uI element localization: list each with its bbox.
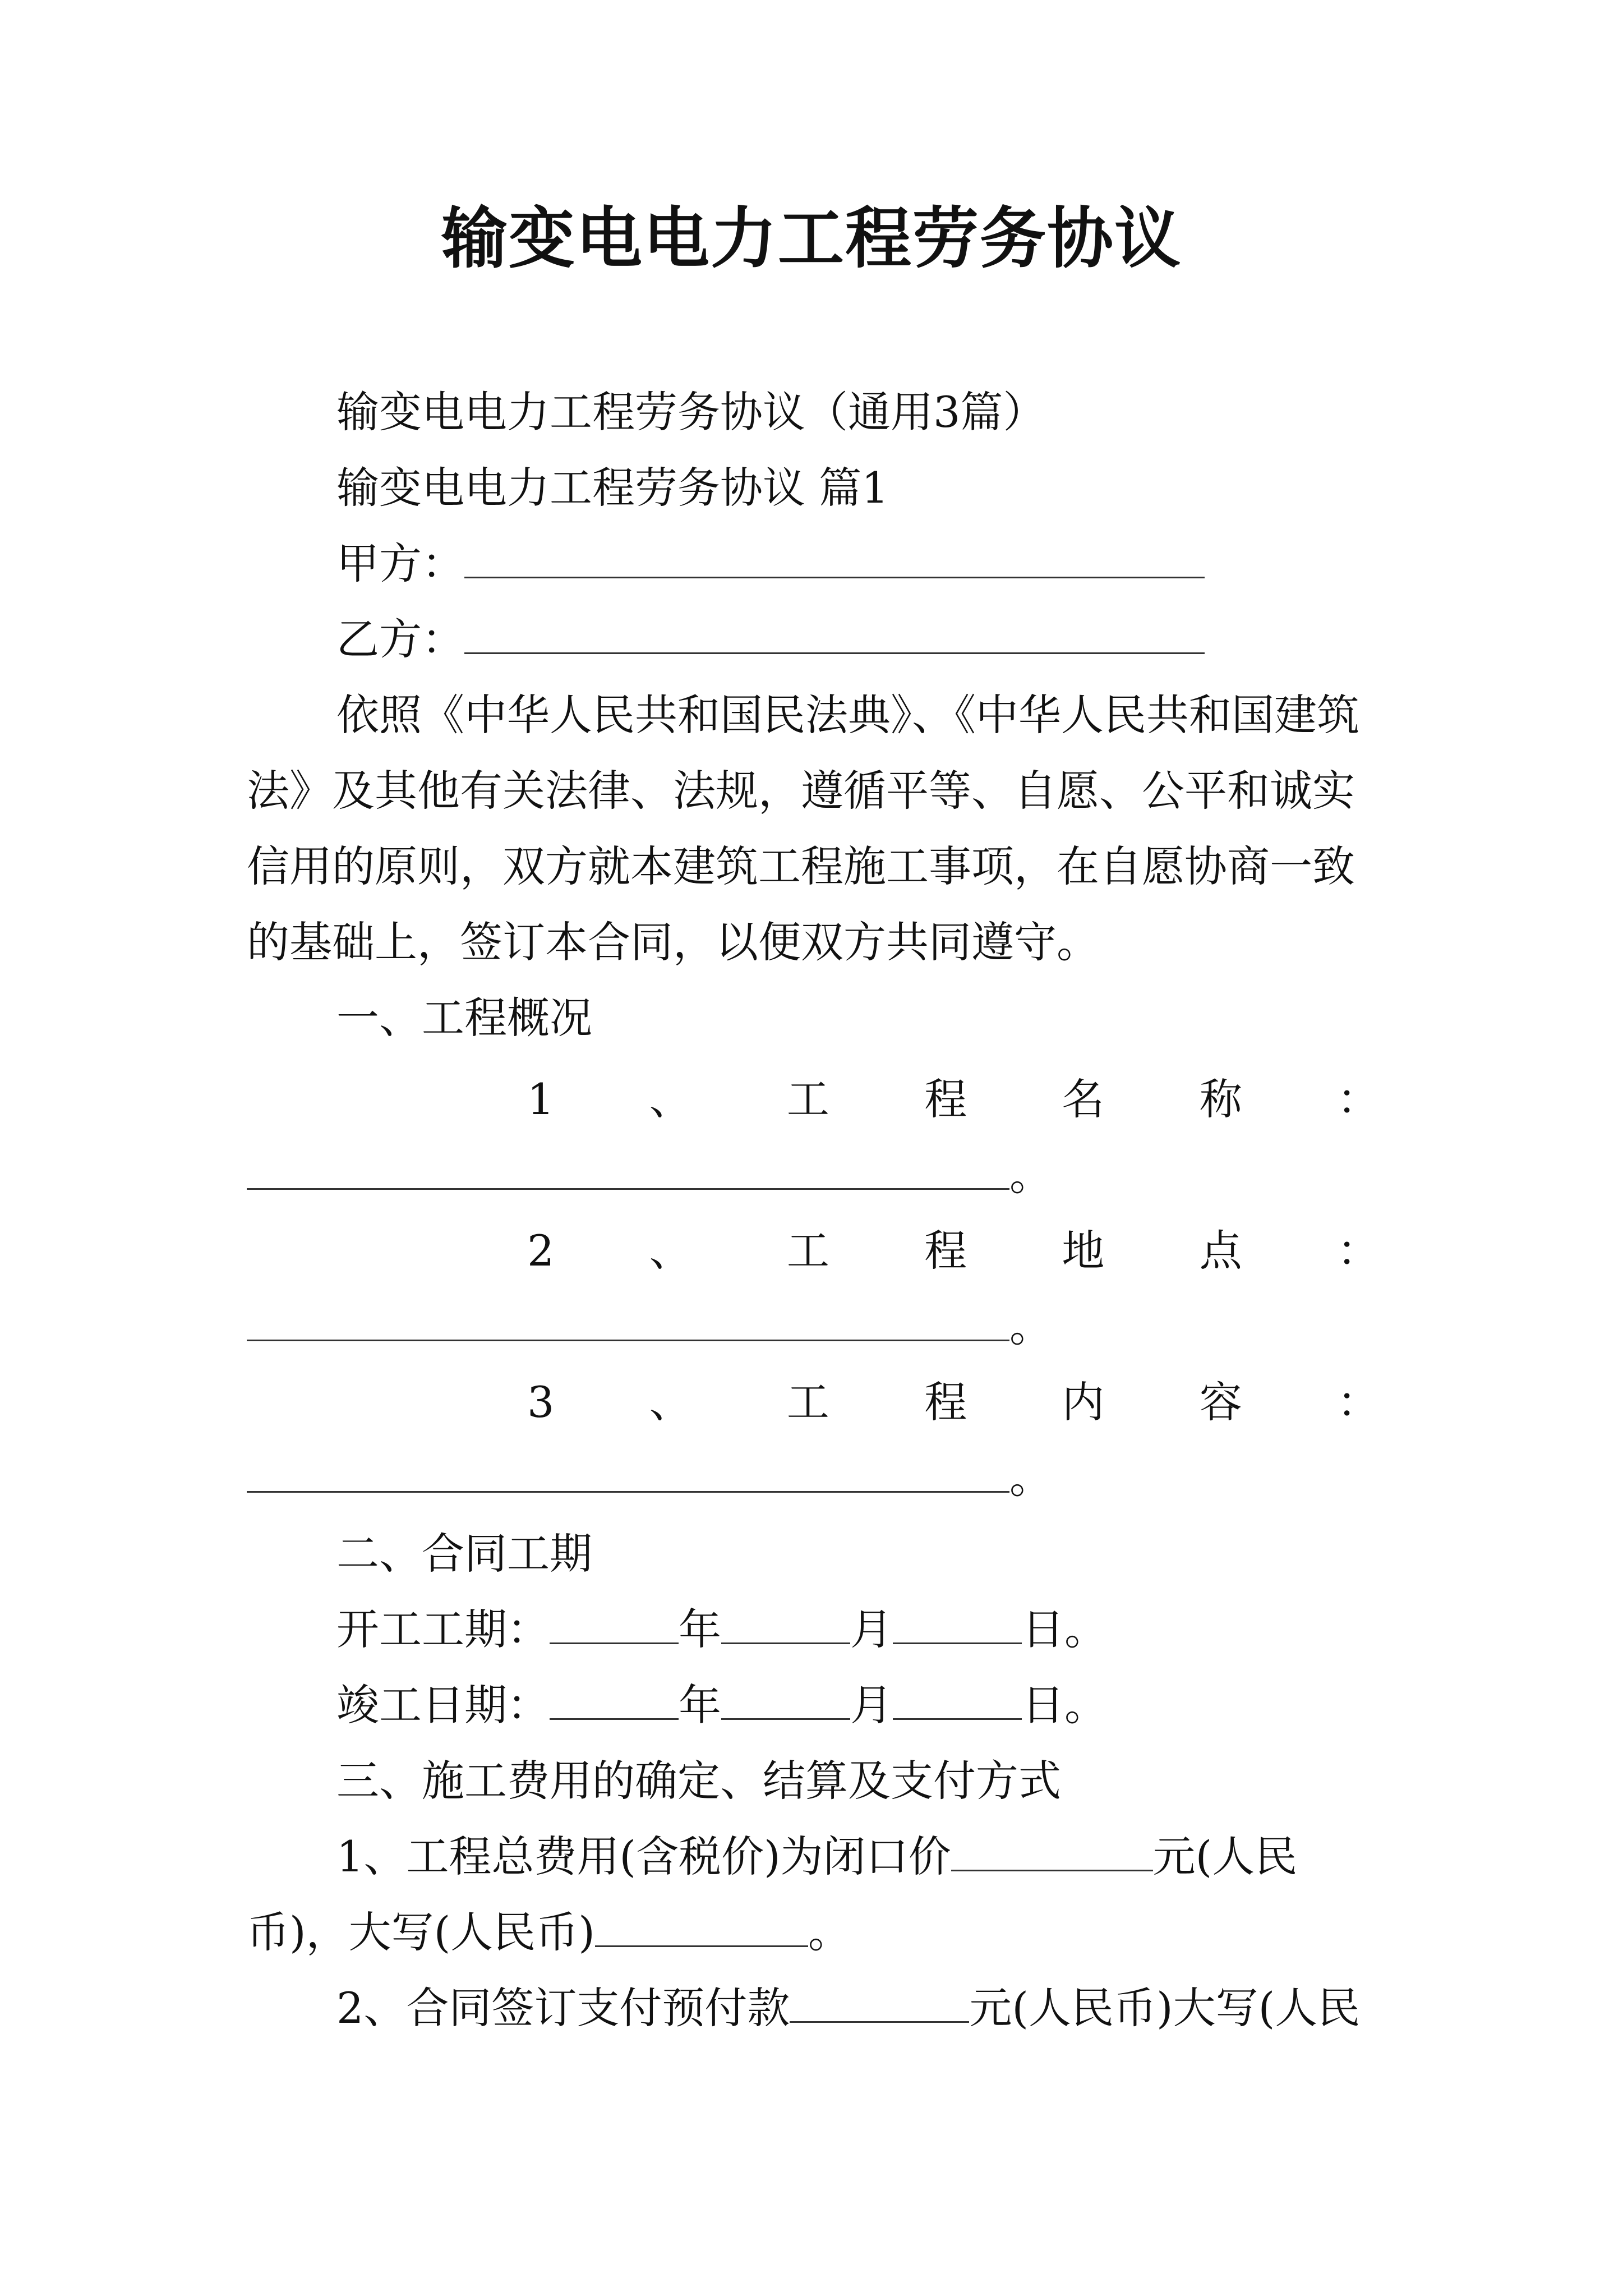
item3-char: 程: [924, 1377, 967, 1427]
start-date-line: [247, 1599, 1469, 1660]
item1-char: 程: [924, 1074, 967, 1124]
fee1-period: 。: [808, 1907, 851, 1957]
fee1-uppercase-label: 币)，大写(人民币): [247, 1907, 595, 1957]
party-b-line: [247, 609, 1469, 670]
end-year-blank[interactable]: [550, 1718, 679, 1720]
fee1-uppercase-blank[interactable]: [595, 1945, 808, 1947]
section3-heading: 三、施工费用的确定、结算及支付方式: [336, 1756, 1061, 1806]
start-year-blank[interactable]: [550, 1642, 679, 1644]
day-label: 日。: [1022, 1680, 1107, 1730]
intro-line-4: 的基础上，签订本合同，以便双方共同遵守。: [247, 917, 1099, 967]
section1-heading: 一、工程概况: [336, 993, 592, 1043]
page-title: 输变电电力工程劳务协议: [441, 199, 1182, 277]
part-heading: 输变电电力工程劳务协议 篇1: [336, 463, 889, 513]
month-label: 月: [850, 1680, 893, 1730]
item1-char: 1: [527, 1074, 555, 1124]
item3-blank-line: [247, 1447, 1380, 1509]
year-label: 年: [679, 1604, 721, 1654]
fee2-unit: 元(人民币)大写(人民: [969, 1983, 1361, 2033]
item2-char: 地: [1062, 1226, 1105, 1276]
fee2-line-1: [247, 1977, 1469, 2039]
item2-label: [247, 1220, 1380, 1282]
end-date-label: 竣工日期：: [336, 1680, 550, 1730]
item3-char: ：: [1336, 1377, 1380, 1427]
fee2-text: 2、合同签订支付预付款: [336, 1983, 790, 2033]
item2-blank-line: [247, 1296, 1380, 1358]
item2-char: 点: [1199, 1226, 1242, 1276]
item3-period: 。: [1009, 1453, 1052, 1503]
item1-period: 。: [1009, 1150, 1052, 1200]
item1-char: 名: [1062, 1074, 1105, 1124]
year-label: 年: [679, 1680, 721, 1730]
item3-char: 内: [1062, 1377, 1105, 1427]
item3-char: 容: [1199, 1377, 1242, 1427]
item3-char: 、: [649, 1377, 692, 1427]
party-a-label: 甲方：: [336, 539, 464, 588]
item3-char: 工: [786, 1377, 829, 1427]
item1-char: 称: [1199, 1074, 1242, 1124]
day-label: 日。: [1022, 1604, 1107, 1654]
start-day-blank[interactable]: [893, 1642, 1022, 1644]
item1-char: 、: [649, 1074, 692, 1124]
item3-char: 3: [527, 1377, 555, 1427]
party-a-line: [247, 533, 1469, 595]
item2-char: 工: [786, 1226, 829, 1276]
month-label: 月: [850, 1604, 893, 1654]
item2-char: 、: [649, 1226, 692, 1276]
item2-char: ：: [1336, 1226, 1380, 1276]
end-day-blank[interactable]: [893, 1718, 1022, 1720]
end-date-line: [247, 1674, 1469, 1736]
item3-label: [247, 1372, 1380, 1433]
end-month-blank[interactable]: [721, 1718, 850, 1720]
intro-line-1: 依照《中华人民共和国民法典》、《中华人民共和国建筑: [336, 690, 1359, 740]
item2-period: 。: [1009, 1301, 1052, 1351]
subtitle: 输变电电力工程劳务协议（通用3篇）: [336, 387, 1046, 437]
intro-line-2: 法》及其他有关法律、法规，遵循平等、自愿、公平和诚实: [247, 766, 1355, 816]
section2-heading: 二、合同工期: [336, 1529, 592, 1579]
start-month-blank[interactable]: [721, 1642, 850, 1644]
item1-label: [247, 1069, 1380, 1130]
party-b-label: 乙方：: [336, 614, 464, 664]
item1-blank[interactable]: [247, 1188, 1009, 1190]
item2-char: 程: [924, 1226, 967, 1276]
fee2-amount-blank[interactable]: [790, 2021, 969, 2023]
fee1-line-2: [247, 1902, 1380, 1963]
start-date-label: 开工工期：: [336, 1604, 550, 1654]
fee1-line-1: [247, 1826, 1469, 1888]
fee1-unit: 元(人民: [1152, 1832, 1298, 1881]
item3-blank[interactable]: [247, 1490, 1009, 1493]
fee1-amount-blank[interactable]: [951, 1869, 1153, 1871]
item1-char: ：: [1336, 1074, 1380, 1124]
fee1-text: 1、工程总费用(含税价)为闭口价: [336, 1832, 951, 1881]
item2-char: 2: [527, 1226, 555, 1276]
item1-char: 工: [786, 1074, 829, 1124]
party-b-blank[interactable]: [464, 652, 1205, 654]
item1-blank-line: [247, 1144, 1380, 1206]
item2-blank[interactable]: [247, 1339, 1009, 1341]
intro-line-3: 信用的原则，双方就本建筑工程施工事项，在自愿协商一致: [247, 841, 1355, 891]
party-a-blank[interactable]: [464, 576, 1205, 578]
